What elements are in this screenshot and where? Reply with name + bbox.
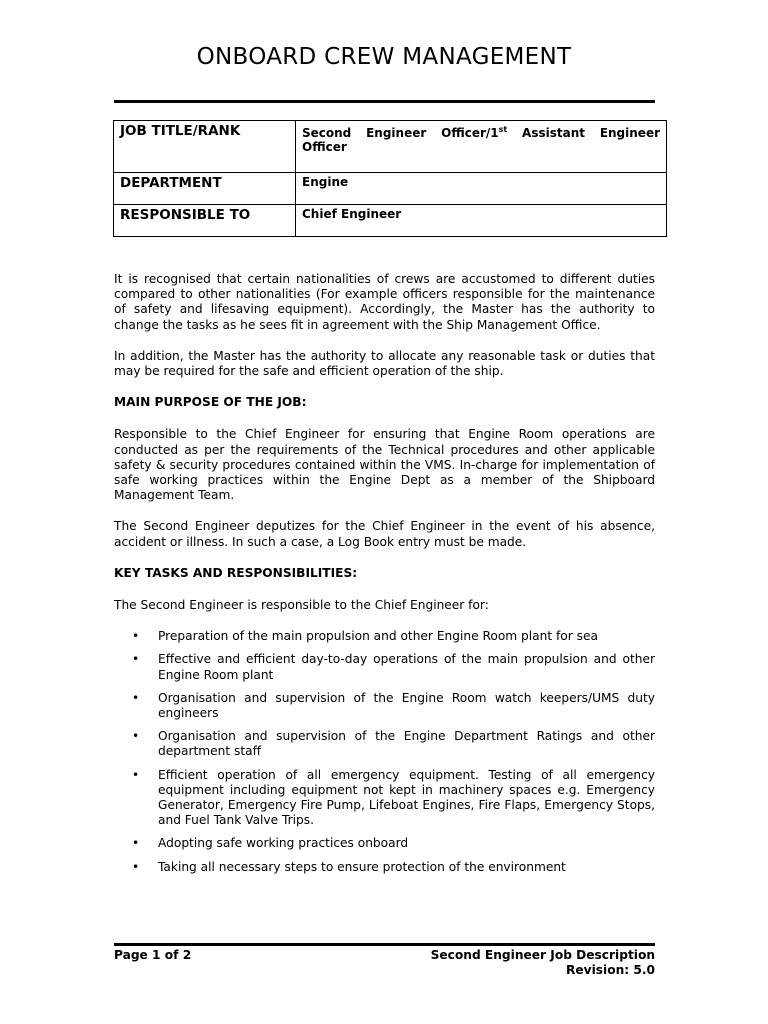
list-item-text: Efficient operation of all emergency equipment. Testing of all emergency equipment including equipment not kept in machinery spaces e.g. Emergency Generator, Emergency Fire Pump, Lifeboat Engines, Fire Flaps, Emergency Stops, and Fuel Tank Valve Trips. bbox=[158, 767, 655, 828]
list-item-text: Organisation and supervision of the Engine Department Ratings and other department staff bbox=[158, 729, 655, 759]
paragraph-responsible-for: The Second Engineer is responsible to the Chief Engineer for: bbox=[114, 598, 489, 613]
page-title: ONBOARD CREW MANAGEMENT bbox=[196, 44, 572, 70]
list-item-text: Taking all necessary steps to ensure protection of the environment bbox=[158, 859, 566, 874]
table-row-responsible bbox=[114, 205, 667, 237]
bullet-icon: • bbox=[132, 767, 140, 782]
job-title-value-line1 bbox=[302, 123, 660, 140]
table-row-job-title bbox=[114, 121, 667, 173]
bullet-icon: • bbox=[132, 652, 140, 667]
list-item bbox=[114, 652, 655, 682]
list-item bbox=[114, 768, 655, 829]
table-row-department bbox=[114, 173, 667, 205]
footer-page-number: Page 1 of 2 bbox=[114, 948, 192, 962]
department-label: DEPARTMENT bbox=[114, 173, 296, 205]
heading-key-tasks: KEY TASKS AND RESPONSIBILITIES: bbox=[114, 565, 358, 580]
paragraph-master-authority: In addition, the Master has the authority to allocate any reasonable task or duties that may be required for the safe and efficient operation of the ship. bbox=[114, 348, 655, 379]
footer-document-info bbox=[431, 948, 655, 978]
footer-revision: Revision: 5.0 bbox=[566, 963, 655, 977]
job-info-table bbox=[113, 120, 667, 237]
title-divider bbox=[114, 100, 655, 103]
paragraph-purpose: Responsible to the Chief Engineer for ensuring that Engine Room operations are conducted as per the requirements of the Technical procedures and other applicable safety & security procedures contained within the VMS. In-charge for implementation of safe working practices within the Engine Dept as a member of the Shipboard Management Team. bbox=[114, 427, 655, 503]
bullet-icon: • bbox=[132, 629, 140, 644]
heading-main-purpose: MAIN PURPOSE OF THE JOB: bbox=[114, 395, 307, 410]
job-title-value bbox=[296, 121, 667, 173]
job-title-value-sup: st bbox=[498, 125, 508, 134]
bullet-icon: • bbox=[132, 836, 140, 851]
list-item-text: Preparation of the main propulsion and other Engine Room plant for sea bbox=[158, 629, 598, 644]
document-body bbox=[114, 272, 655, 883]
job-title-value-part2: Assistant Engineer bbox=[507, 126, 660, 140]
paragraph-nationalities: It is recognised that certain nationalities of crews are accustomed to different duties compared to other nationalities (For example officers responsible for the maintenance of safety and lifesaving equipment). Accordingly, the Master has the authority to change the tasks as he sees fit in agreement with the Ship Management Office. bbox=[114, 272, 655, 332]
responsible-value: Chief Engineer bbox=[296, 205, 667, 237]
bullet-icon: • bbox=[132, 690, 140, 705]
list-item bbox=[114, 691, 655, 721]
list-item-text: Adopting safe working practices onboard bbox=[158, 836, 409, 851]
list-item-text: Organisation and supervision of the Engine Room watch keepers/UMS duty engineers bbox=[158, 690, 655, 721]
responsible-label: RESPONSIBLE TO bbox=[114, 205, 296, 237]
job-title-value-line2: Officer bbox=[302, 140, 347, 154]
job-title-value-part1: Second Engineer Officer/1 bbox=[302, 126, 499, 140]
bullet-icon: • bbox=[132, 729, 140, 744]
footer-document-name: Second Engineer Job Description bbox=[430, 948, 655, 962]
list-item-text: Effective and efficient day-to-day operations of the main propulsion and other Engine Room plant bbox=[158, 652, 655, 682]
department-value: Engine bbox=[296, 173, 667, 205]
task-list bbox=[114, 629, 655, 875]
list-item bbox=[114, 729, 655, 759]
bullet-icon: • bbox=[132, 859, 140, 874]
list-item bbox=[114, 860, 655, 875]
list-item bbox=[114, 836, 655, 851]
list-item bbox=[114, 629, 655, 644]
footer-divider bbox=[114, 943, 655, 946]
job-title-label: JOB TITLE/RANK bbox=[114, 121, 296, 173]
paragraph-deputizes: The Second Engineer deputizes for the Chief Engineer in the event of his absence, accident or illness. In such a case, a Log Book entry must be made. bbox=[114, 519, 655, 549]
